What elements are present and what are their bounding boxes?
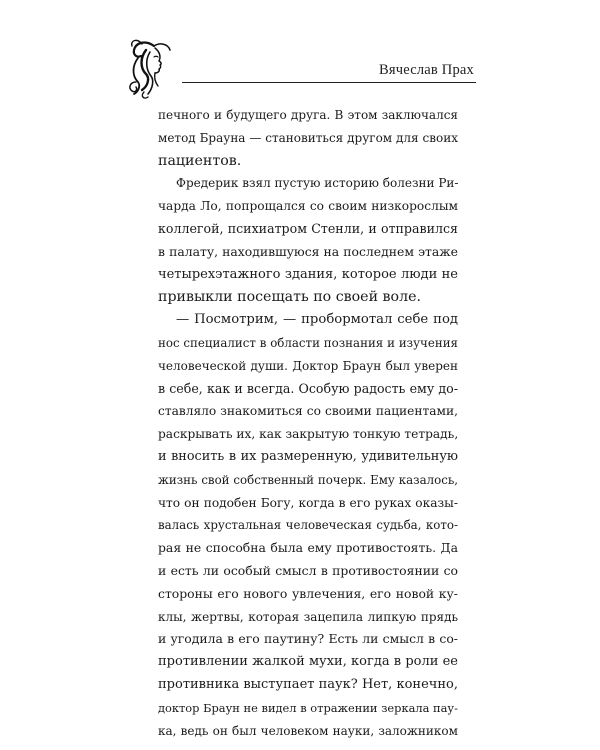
text-line: раскрывать их, как закрытую тонкую тетрадь, [158, 427, 458, 442]
text-line: и угодила в его паутину? Есть ли смысл в со- [158, 631, 458, 647]
text-line: в себе, как и всегда. Особую радость ему до- [158, 380, 458, 396]
text-line: коллегой, психиатром Стенли, и отправился [158, 220, 458, 236]
text-line: клы, жертвы, которая зацепила липкую прядь [158, 609, 458, 624]
header-rule [182, 82, 476, 83]
text-line: рая не способна была ему противостоять. Да [158, 540, 458, 556]
text-line: противника выступает паук? Нет, конечно, [158, 676, 458, 692]
text-line: Фредерик взял пустую историю болезни Ри- [176, 176, 458, 191]
page-header [124, 38, 476, 100]
woman-profile-ornament-icon [124, 38, 180, 100]
text-line: что он подобен Богу, когда в его руках оказы- [158, 495, 458, 510]
text-line: в палату, находившуюся на последнем этаже [158, 243, 458, 259]
text-line: жизнь свой собственный почерк. Ему казалось, [158, 472, 458, 487]
text-line: человеческой души. Доктор Браун был уверен [158, 358, 458, 373]
text-line: и есть ли особый смысл в противостоянии со [158, 562, 458, 578]
text-line: четырехэтажного здания, которое люди не [158, 266, 458, 282]
text-line: чарда Ло, попрощался со своим низкорослым [158, 199, 458, 214]
text-line: нос специалист в области познания и изучения [158, 335, 458, 350]
text-line: противлении жалкой мухи, когда в роли ее [158, 654, 458, 670]
text-line: пациентов. [158, 152, 242, 169]
text-line: валась хрустальная человеческая судьба, кото- [158, 518, 458, 533]
text-line: привыкли посещать по своей воле. [158, 289, 421, 306]
text-line: стороны его нового увлечения, его новой ку- [158, 585, 458, 601]
body-text [158, 104, 458, 742]
text-line: ставляло знакомиться со своими пациентами, [158, 404, 458, 419]
text-line: — Посмотрим, — пробормотал себе под [176, 312, 458, 328]
text-line: печного и будущего друга. В этом заключался [158, 108, 458, 122]
text-line: и вносить в их размеренную, удивительную [158, 448, 458, 464]
running-head: Вячеслав Прах [378, 62, 474, 78]
text-line: доктор Браун не видел в отражении зеркала пау- [158, 700, 458, 715]
text-line: метод Брауна — становиться другом для своих [158, 130, 458, 145]
text-line: ка, ведь он был человеком науки, заложником [158, 723, 458, 738]
